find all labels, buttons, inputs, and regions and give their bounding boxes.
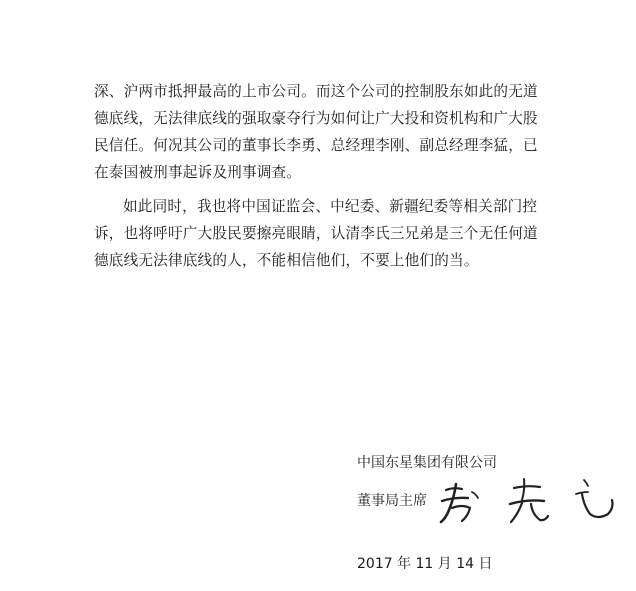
text-line: 深、沪两市抵押最高的上市公司。而这个公司的控制股东如此的无道	[94, 83, 538, 100]
text-line: 德底线，无法律底线的强取豪夺行为如何让广大投和资机构和广大股	[94, 110, 538, 127]
signature-title: 董事局主席	[357, 493, 427, 509]
letter-body	[94, 78, 556, 274]
paragraph-1	[94, 78, 556, 186]
text-line: 德底线无法律底线的人，不能相信他们，不要上他们的当。	[94, 252, 479, 269]
paragraph-2	[94, 193, 556, 274]
signature-company: 中国东星集团有限公司	[357, 455, 497, 471]
text-line: 在泰国被刑事起诉及刑事调查。	[94, 164, 302, 181]
text-line: 民信任。何况其公司的董事长李勇、总经理李刚、副总经理李猛，已	[94, 137, 538, 154]
text-line: 诉，也将呼吁广大股民要擦亮眼睛，认清李氏三兄弟是三个无任何道	[94, 225, 538, 242]
text-line: 如此同时，我也将中国证监会、中纪委、新疆纪委等相关部门控	[123, 198, 538, 215]
handwritten-signature	[432, 470, 622, 530]
signature-date: 2017 年 11 月 14 日	[357, 556, 493, 572]
paragraph-spacer	[94, 186, 556, 193]
